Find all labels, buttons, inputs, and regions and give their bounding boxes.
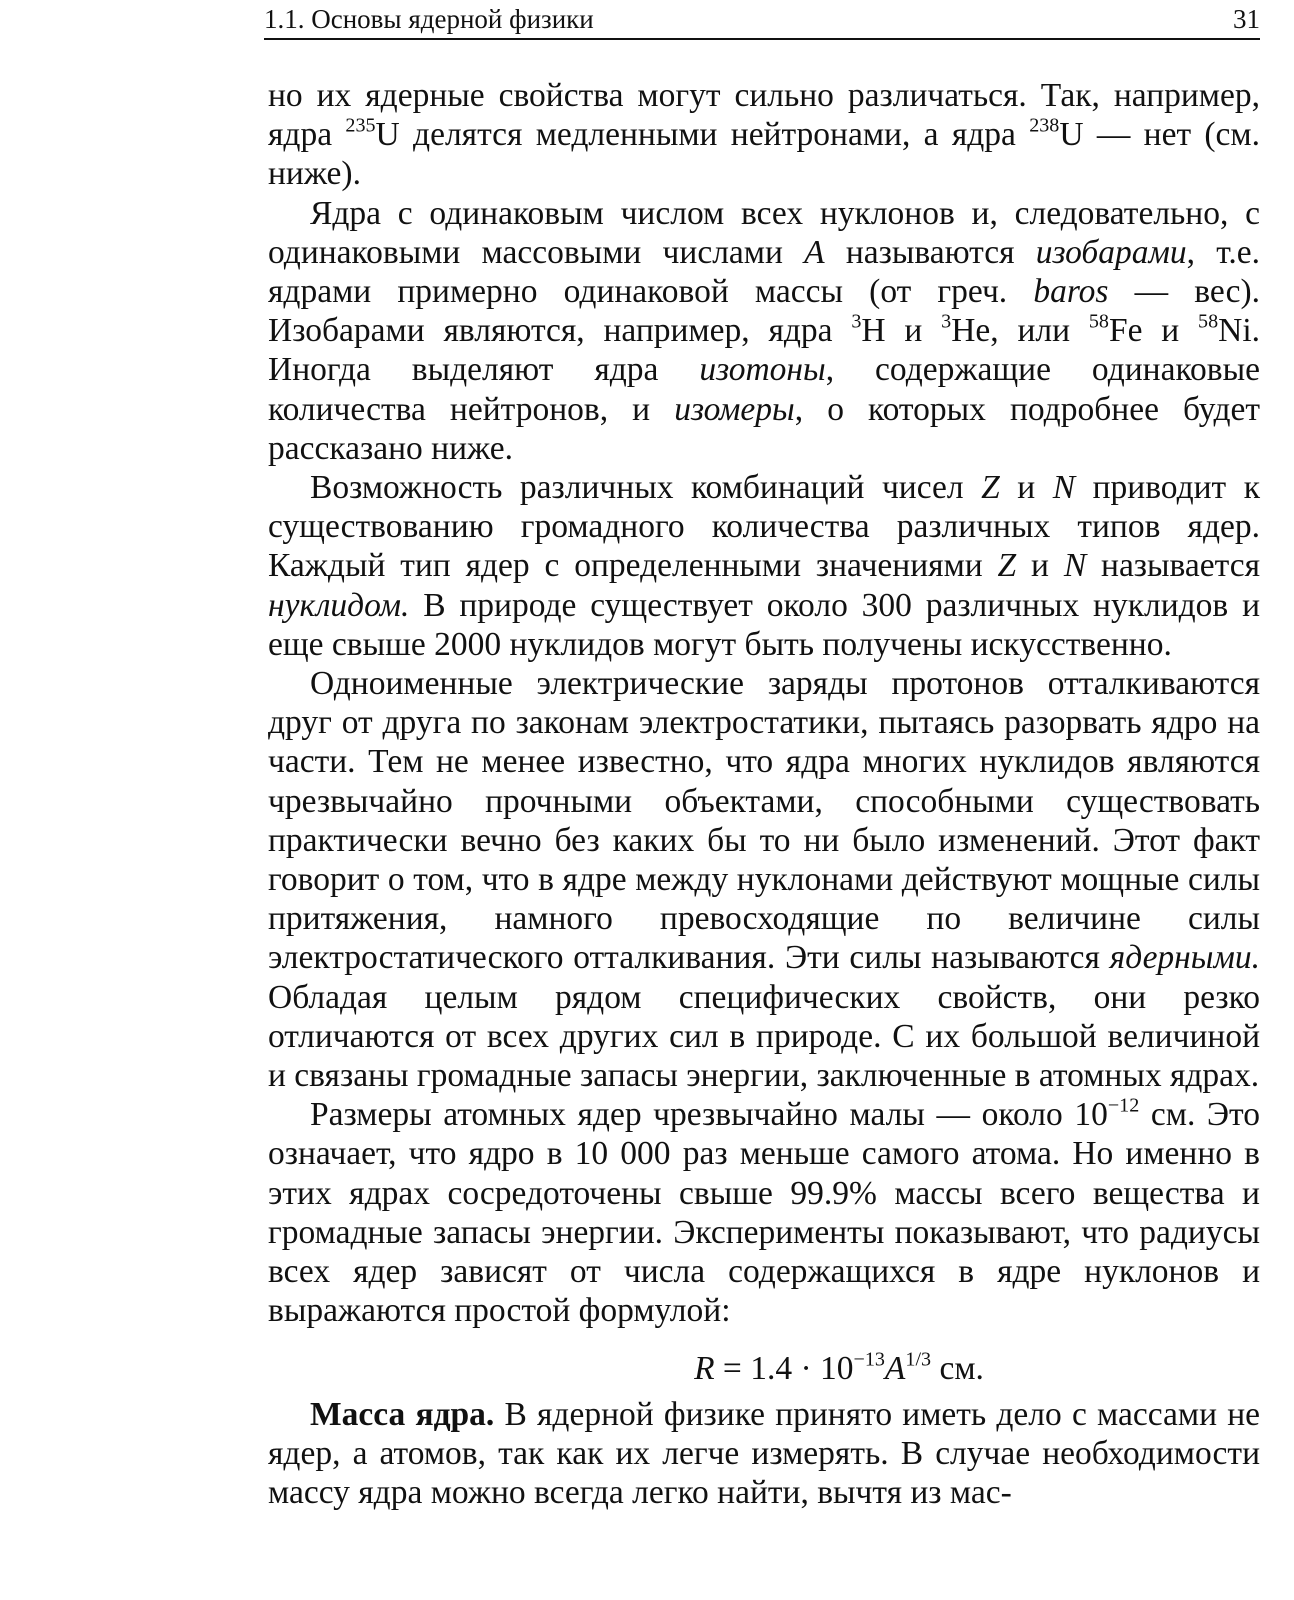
- text: Ni. Иногда выделяют ядра: [268, 312, 1260, 389]
- superscript: 58: [1088, 310, 1109, 333]
- symbol-n: N: [1063, 547, 1087, 585]
- text: He, или: [951, 312, 1089, 350]
- text: но их ядерные свойства могут сильно различаться. Так, например, ядра: [268, 77, 1260, 154]
- paragraph-3: [268, 468, 1260, 664]
- symbol-a: A: [884, 1349, 906, 1387]
- text: , т.е. ядрами примерно одинаковой массы (от греч.: [268, 233, 1260, 311]
- paragraph-2: [268, 194, 1260, 468]
- term-nuclide: нуклидом.: [268, 586, 410, 624]
- symbol-r: R: [694, 1349, 715, 1387]
- text: Ядра с одинаковым числом всех нуклонов и, следовательно, с одинаковыми массовыми числами: [268, 194, 1260, 271]
- text: Размеры атомных ядер чрезвычайно малы — около 10: [310, 1096, 1108, 1134]
- symbol-n: N: [1052, 469, 1076, 507]
- paragraph-4: [268, 664, 1260, 1095]
- superscript: 238: [1029, 114, 1060, 137]
- term-baros: baros: [1033, 273, 1109, 311]
- symbol-z: Z: [997, 547, 1017, 585]
- paragraph-1: [268, 76, 1260, 194]
- section-heading: Масса ядра.: [310, 1395, 495, 1433]
- text: = 1.4 · 10: [714, 1349, 854, 1387]
- term-isomers: изомеры: [674, 390, 795, 428]
- text: Обладая целым рядом специфических свойств, они резко отличаются от всех других сил в природе. С их большой величиной и связаны громадные запасы энергии, заключенные в атомных ядрах.: [268, 978, 1260, 1095]
- symbol-z: Z: [981, 469, 1000, 507]
- radius-formula: [268, 1331, 1260, 1395]
- text: Одноименные электрические заряды протонов отталкиваются друг от друга по законам электростатики, пытаясь разорвать ядро на части. Тем не менее известно, что ядра многих нуклидов являются чрезвычайно прочными объектами, способными существовать практически вечно без каких бы то ни было изменений. Этот факт говорит о том, что в ядре между нуклонами действуют мощные силы притяжения, намного превосходящие по величине силы электростатического отталкивания. Эти силы называются: [268, 665, 1260, 977]
- text: Возможность различных комбинаций чисел: [310, 469, 982, 507]
- superscript: 58: [1198, 310, 1219, 333]
- page-number: 31: [1233, 4, 1260, 34]
- superscript: 3: [941, 310, 952, 333]
- text: и: [999, 469, 1053, 507]
- page-body: [268, 76, 1260, 1512]
- superscript: 235: [345, 114, 376, 137]
- superscript: 1/3: [905, 1347, 932, 1370]
- superscript: −13: [853, 1347, 885, 1370]
- superscript: 3: [851, 310, 862, 333]
- term-nuclear: ядерными.: [1109, 939, 1260, 977]
- text: называются: [824, 233, 1036, 271]
- superscript: −12: [1107, 1094, 1140, 1117]
- text: см.: [931, 1349, 984, 1387]
- text: называется: [1086, 547, 1260, 585]
- text: В ядерной физике принято иметь дело с массами не ядер, а атомов, так как их легче измерять. В случае необходимости массу ядра можно всегда легко найти, вычтя из мас-: [268, 1395, 1260, 1511]
- text: U — нет (см. ниже).: [268, 116, 1260, 193]
- text: , содержащие одинаковые количества нейтронов, и: [268, 351, 1260, 428]
- term-isotones: изотоны: [699, 351, 826, 389]
- text: — вес). Изобарами являются, например, ядра: [268, 273, 1260, 350]
- term-isobars: изобарами: [1035, 233, 1187, 271]
- text: приводит к существованию громадного количества различных типов ядер. Каждый тип ядер с определенными значениями: [268, 469, 1260, 585]
- text: , о которых подробнее будет рассказано ниже.: [268, 390, 1260, 467]
- running-header: [264, 2, 1260, 40]
- section-title: 1.1. Основы ядерной физики: [264, 4, 594, 34]
- text: U делятся медленными нейтронами, а ядра: [375, 116, 1030, 154]
- text: H и: [861, 312, 942, 350]
- symbol-a: A: [804, 233, 825, 271]
- paragraph-5: [268, 1095, 1260, 1330]
- text: см. Это означает, что ядро в 10 000 раз меньше самого атома. Но именно в этих ядрах сосредоточены свыше 99.9% массы всего вещества и громадные запасы энергии. Эксперименты показывают, что радиусы всех ядер зависят от числа содержащихся в ядре нуклонов и выражаются простой формулой:: [268, 1096, 1260, 1330]
- text: Fe и: [1108, 312, 1199, 350]
- text: и: [1016, 547, 1064, 585]
- text: В природе существует около 300 различных нуклидов и еще свыше 2000 нуклидов могут быть получены искусственно.: [268, 586, 1260, 663]
- paragraph-6: [268, 1395, 1260, 1513]
